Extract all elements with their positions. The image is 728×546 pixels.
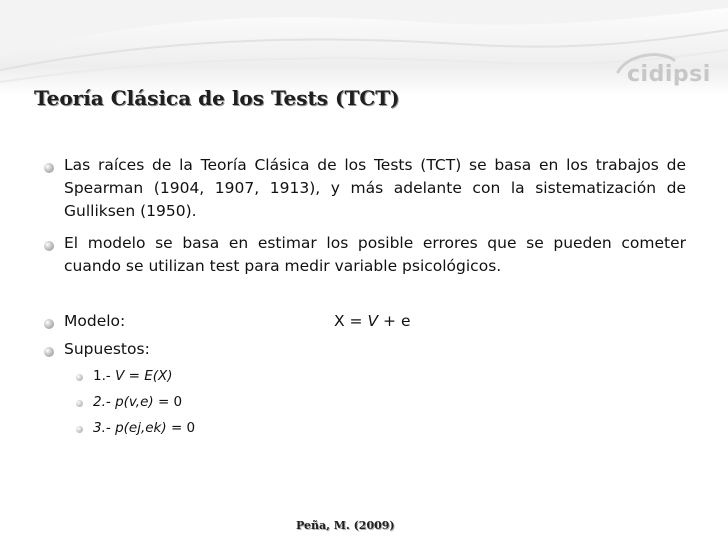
bullet-icon	[44, 319, 54, 329]
bullet-icon	[44, 163, 54, 173]
sub-bullet-icon	[76, 426, 83, 433]
slide-title: Teoría Clásica de los Tests (TCT)	[34, 86, 400, 110]
modelo-label: Modelo:	[64, 312, 126, 330]
footer-citation: Peña, M. (2009)	[296, 519, 395, 532]
equation-x: X =	[334, 312, 363, 330]
sub-bullet-icon	[76, 400, 83, 407]
sub-bullet-icon	[76, 374, 83, 381]
supuesto-item-1: 1.- V = E(X)	[93, 368, 173, 384]
bullet-icon	[44, 241, 54, 251]
bullet-text-2: El modelo se basa en estimar los posible errores que se pueden cometer cuando se utilizan test para medir variable psicológicos.	[64, 234, 686, 275]
bullet-icon	[44, 347, 54, 357]
modelo-equation	[334, 310, 410, 333]
supuesto-item-3: 3.- p(ej,ek) = 0	[93, 420, 196, 436]
logo: cidipsi	[627, 62, 711, 87]
supuesto-item-2: 2.- p(v,e) = 0	[93, 394, 183, 410]
equation-v: V	[367, 312, 379, 330]
equation-rest: + e	[383, 312, 411, 330]
supuestos-label: Supuestos:	[64, 340, 150, 358]
bullet-text-1: Las raíces de la Teoría Clásica de los Tests (TCT) se basa en los trabajos de Spearman (1904, 1907, 1913), y más adelante con la sistematización de Gulliksen (1950).	[64, 156, 686, 220]
